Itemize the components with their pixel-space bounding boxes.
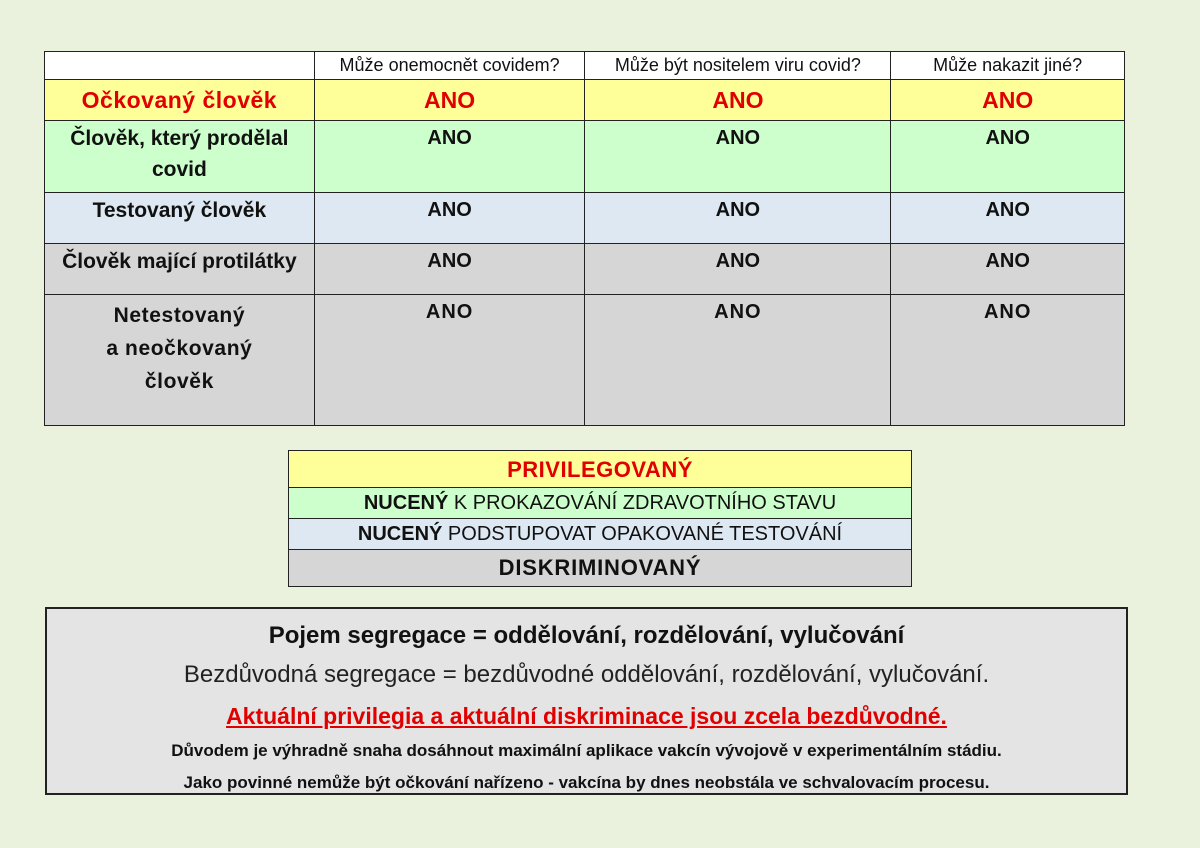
table-row-untested-unvaccinated	[45, 295, 1125, 426]
row-value: ANO	[314, 244, 585, 295]
row-value: ANO	[891, 80, 1125, 121]
row-value: ANO	[891, 193, 1125, 244]
row-value: ANO	[891, 244, 1125, 295]
row-label: Člověk, který prodělal covid	[45, 121, 315, 193]
segregation-definition: Pojem segregace = oddělování, rozdělování, vylučování	[268, 622, 905, 649]
row-value: ANO	[314, 295, 585, 426]
row-value: ANO	[585, 80, 891, 121]
mandatory-statement: Jako povinné nemůže být očkování nařízeno - vakcína by dnes neobstála ve schvalovacím procesu.	[183, 773, 990, 792]
row-value: ANO	[585, 193, 891, 244]
status-forced-testing: NUCENÝ PODSTUPOVAT OPAKOVANÉ TESTOVÁNÍ	[289, 518, 911, 549]
row-label: Netestovaný a neočkovaný člověk	[45, 295, 315, 426]
row-value: ANO	[314, 80, 585, 121]
row-value: ANO	[314, 121, 585, 193]
header-cell-empty	[45, 52, 315, 80]
row-label: Testovaný člověk	[45, 193, 315, 244]
header-cell-can-get-sick: Může onemocnět covidem?	[314, 52, 585, 80]
table-row-recovered	[45, 121, 1125, 193]
table-row-tested	[45, 193, 1125, 244]
status-forced-health-proof: NUCENÝ K PROKAZOVÁNÍ ZDRAVOTNÍHO STAVU	[289, 487, 911, 518]
table-row-vaccinated	[45, 80, 1125, 121]
row-value: ANO	[891, 295, 1125, 426]
status-box	[288, 450, 912, 587]
row-value: ANO	[585, 121, 891, 193]
row-value: ANO	[585, 244, 891, 295]
explanation-box	[45, 607, 1128, 795]
status-privileged: PRIVILEGOVANÝ	[289, 451, 911, 487]
row-value: ANO	[585, 295, 891, 426]
status-discriminated: DISKRIMINOVANÝ	[289, 549, 911, 586]
table-header-row	[45, 52, 1125, 80]
table-row-antibodies	[45, 244, 1125, 295]
reason-statement: Důvodem je výhradně snaha dosáhnout maximální aplikace vakcín vývojově v experimentálním stádiu.	[171, 741, 1002, 760]
row-label: Očkovaný člověk	[45, 80, 315, 121]
groundless-segregation-definition: Bezdůvodná segregace = bezdůvodné oddělování, rozdělování, vylučování.	[183, 661, 990, 688]
comparison-table	[44, 51, 1125, 426]
row-label: Člověk mající protilátky	[45, 244, 315, 295]
row-value: ANO	[891, 121, 1125, 193]
header-cell-can-carry-virus: Může být nositelem viru covid?	[585, 52, 891, 80]
row-value: ANO	[314, 193, 585, 244]
header-cell-can-infect-others: Může nakazit jiné?	[891, 52, 1125, 80]
groundless-statement: Aktuální privilegia a aktuální diskriminace jsou zcela bezdůvodné.	[226, 703, 947, 729]
